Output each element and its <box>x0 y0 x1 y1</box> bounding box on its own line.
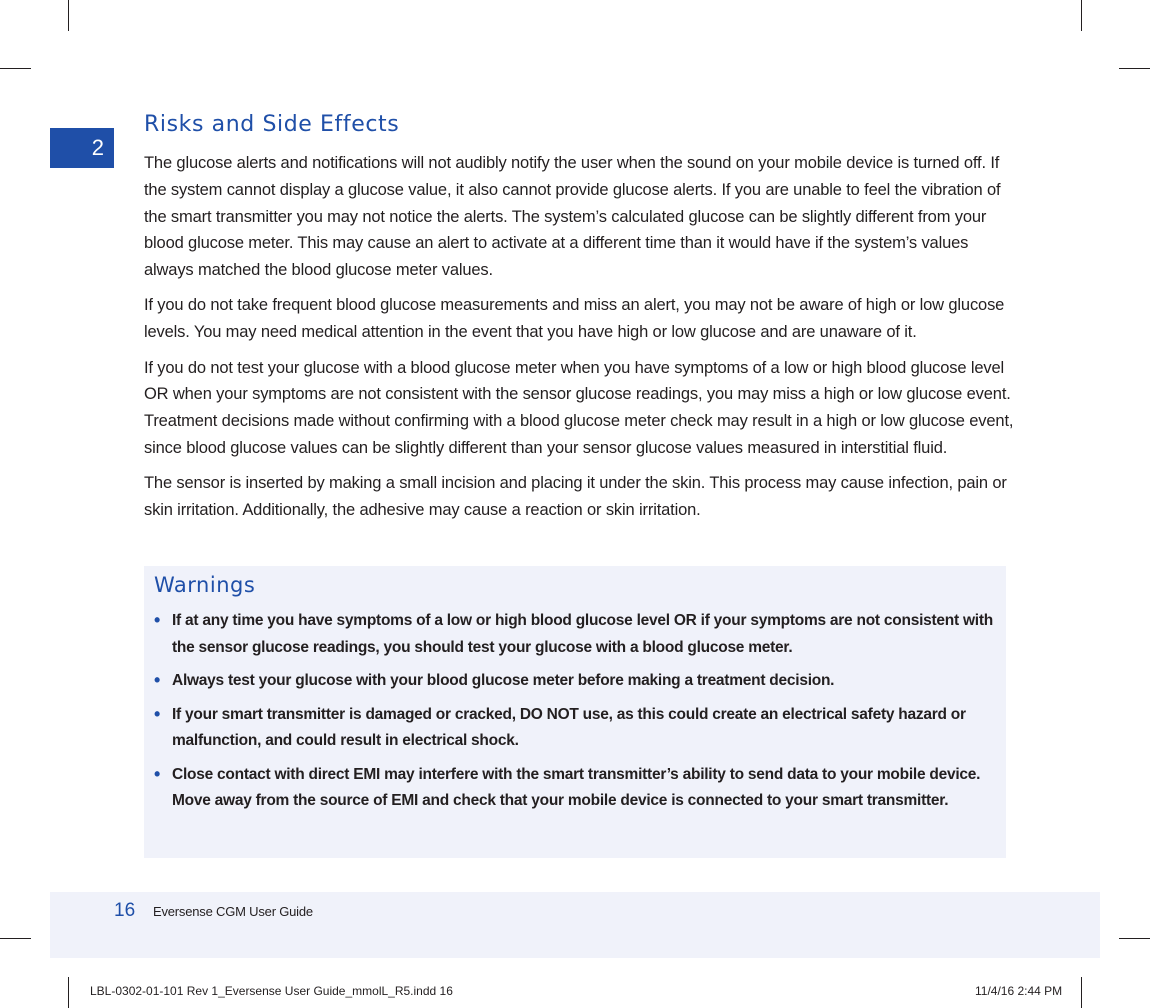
body-text <box>144 150 1014 532</box>
warning-text: If your smart transmitter is damaged or cracked, DO NOT use, as this could create an electrical safety hazard or malfunction, and could result in electrical shock. <box>172 705 966 749</box>
warnings-list <box>154 608 996 815</box>
crop-mark-bottom-right <box>1081 977 1082 1008</box>
warnings-box <box>144 566 1006 858</box>
warning-text: Always test your glucose with your blood glucose meter before making a treatment decision. <box>172 672 835 689</box>
section-heading: Risks and Side Effects <box>144 112 400 137</box>
warning-text: If at any time you have symptoms of a low or high blood glucose level OR if your symptoms are not consistent with the sensor glucose readings, you should test your glucose with a blood glucose meter. <box>172 612 993 656</box>
crop-mark-top-left <box>68 0 69 31</box>
warning-item <box>154 668 996 695</box>
warning-item <box>154 762 996 815</box>
crop-mark-right-bottom <box>1119 938 1150 939</box>
bullet-icon: • <box>154 610 161 630</box>
warning-item <box>154 608 996 661</box>
warning-item <box>154 702 996 755</box>
crop-mark-bottom-left <box>68 977 69 1008</box>
footer-band <box>50 892 1100 958</box>
print-slug-file: LBL-0302-01-101 Rev 1_Eversense User Guide_mmolL_R5.indd 16 <box>90 984 453 998</box>
paragraph: If you do not take frequent blood glucose measurements and miss an alert, you may not be aware of high or low glucose levels. You may need medical attention in the event that you have high or low glucose and are unaware of it. <box>144 296 1005 342</box>
crop-mark-right-top <box>1119 68 1150 69</box>
page-number: 16 <box>114 900 136 921</box>
print-slug-timestamp: 11/4/16 2:44 PM <box>975 984 1063 998</box>
crop-mark-left-top <box>0 68 31 69</box>
warning-text: Close contact with direct EMI may interfere with the smart transmitter’s ability to send data to your mobile device. Move away from the source of EMI and check that your mobile device is connected to your smart transmitter. <box>172 765 981 809</box>
paragraph: The glucose alerts and notifications will not audibly notify the user when the sound on your mobile device is turned off. If the system cannot display a glucose value, it also cannot provide glucose alerts. If you are unable to feel the vibration of the smart transmitter you may not notice the alerts. The system’s calculated glucose can be slightly different from your blood glucose meter. This may cause an alert to activate at a different time than it would have if the system’s values always matched the blood glucose meter values. <box>144 154 1001 280</box>
crop-mark-top-right <box>1081 0 1082 31</box>
bullet-icon: • <box>154 670 161 690</box>
paragraph: The sensor is inserted by making a small incision and placing it under the skin. This process may cause infection, pain or skin irritation. Additionally, the adhesive may cause a reaction or skin irritation. <box>144 474 1007 520</box>
bullet-icon: • <box>154 763 161 784</box>
bullet-icon: • <box>154 703 161 724</box>
guide-title: Eversense CGM User Guide <box>153 904 313 919</box>
warnings-title: Warnings <box>154 573 256 597</box>
chapter-tab: 2 <box>50 128 114 168</box>
crop-mark-left-bottom <box>0 938 31 939</box>
paragraph: If you do not test your glucose with a blood glucose meter when you have symptoms of a low or high blood glucose level OR when your symptoms are not consistent with the sensor glucose readings, you may miss a high or low glucose event. Treatment decisions made without confirming with a blood glucose meter check may result in a high or low glucose event, since blood glucose values can be slightly different than your sensor glucose values measured in interstitial fluid. <box>144 358 1014 457</box>
